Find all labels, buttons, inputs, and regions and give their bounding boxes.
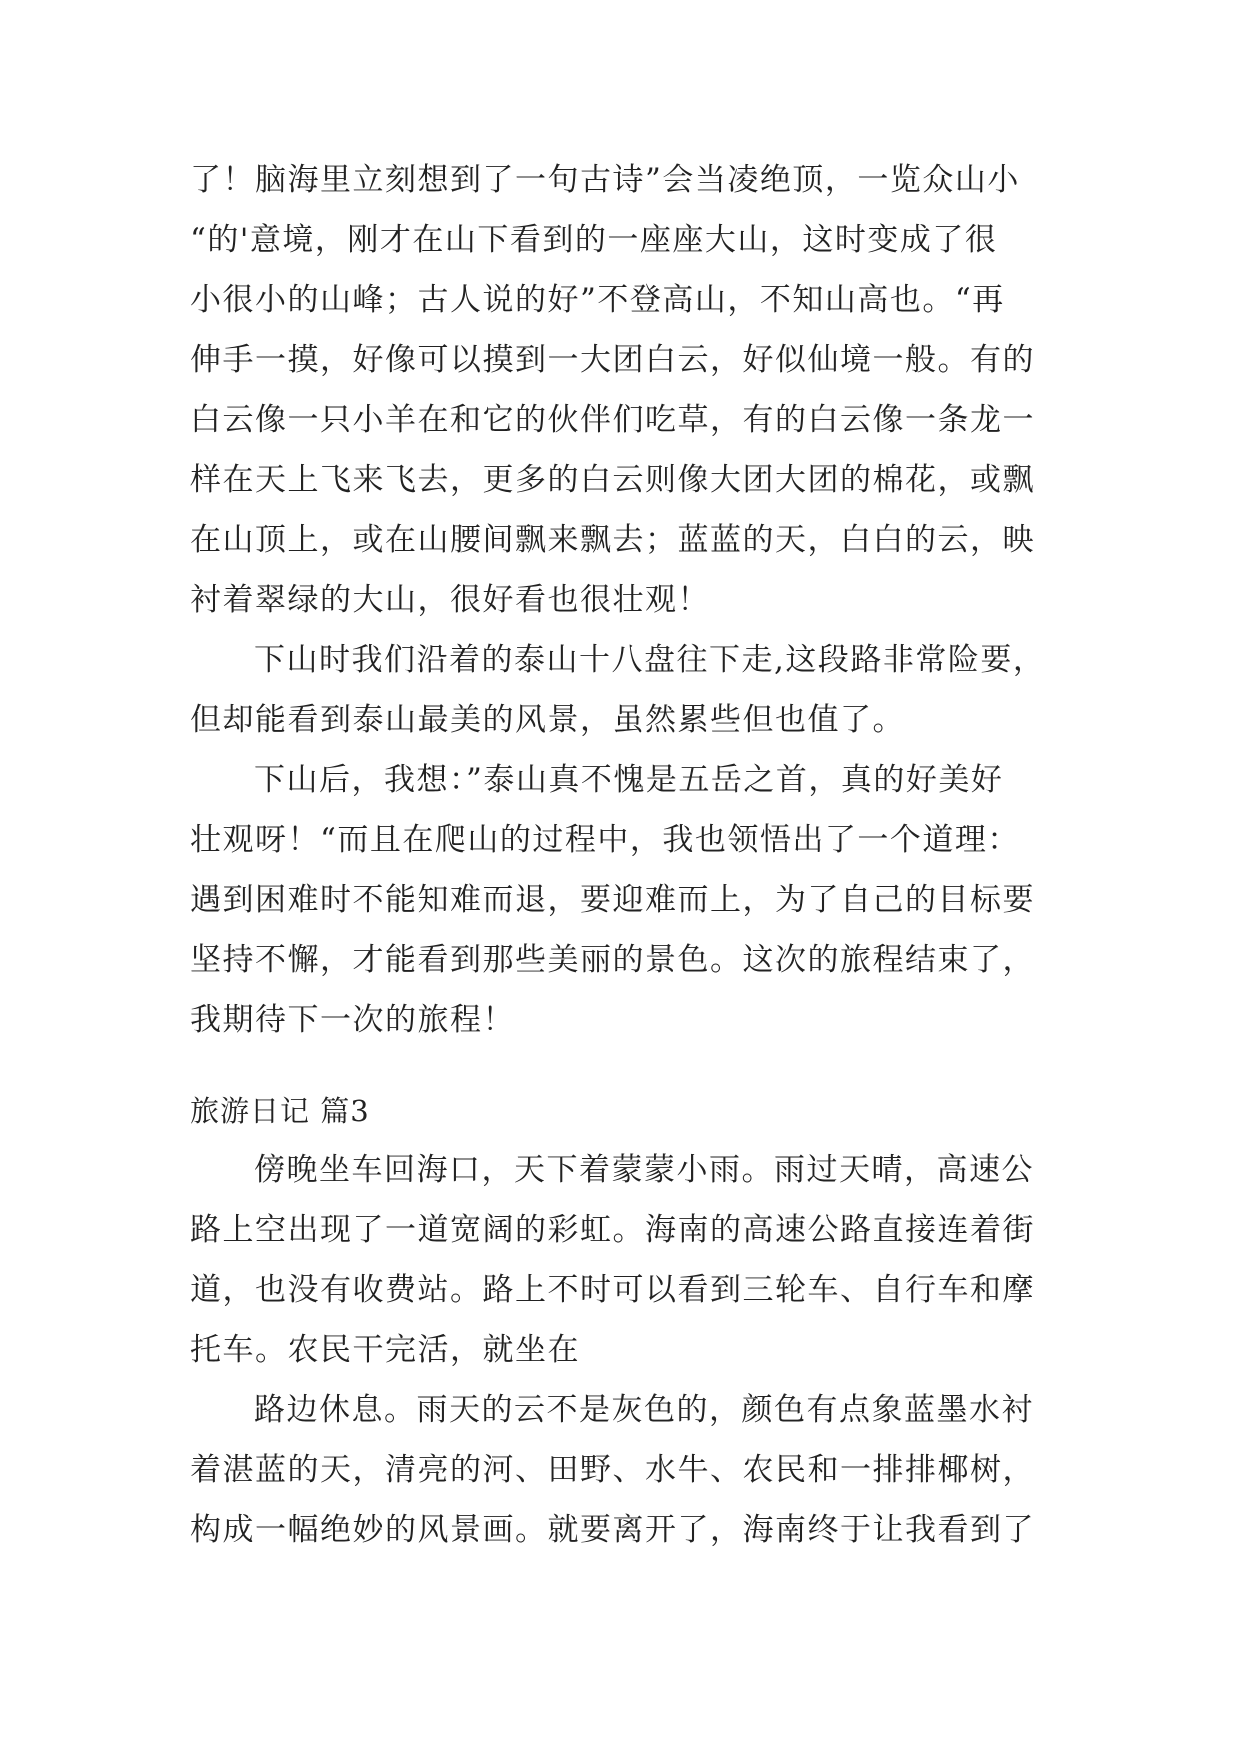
section-1-body [190, 150, 1060, 1050]
section-2-body [190, 1140, 1060, 1560]
text-line: 道，也没有收费站。路上不时可以看到三轮车、自行车和摩 [190, 1272, 1035, 1308]
text-line: 坚持不懈，才能看到那些美丽的景色。这次的旅程结束了， [190, 942, 1035, 978]
text-line: 我期待下一次的旅程！ [190, 1002, 515, 1038]
paragraph-start-line: 下山时我们沿着的泰山十八盘往下走,这段路非常险要， [254, 642, 1046, 678]
paragraph-start-line: 路边休息。雨天的云不是灰色的，颜色有点象蓝墨水衬 [254, 1392, 1034, 1428]
text-line: 小很小的山峰；古人说的好”不登高山，不知山高也。“再 [190, 282, 1005, 318]
text-line: “的'意境，刚才在山下看到的一座座大山，这时变成了很 [190, 222, 998, 258]
text-line: 在山顶上，或在山腰间飘来飘去；蓝蓝的天，白白的云，映 [190, 522, 1035, 558]
text-line: 遇到困难时不能知难而退，要迎难而上，为了自己的目标要 [190, 882, 1035, 918]
text-line: 样在天上飞来飞去，更多的白云则像大团大团的棉花，或飘 [190, 462, 1035, 498]
text-line: 壮观呀！“而且在爬山的过程中，我也领悟出了一个道理： [190, 822, 1020, 858]
text-line: 着湛蓝的天，清亮的河、田野、水牛、农民和一排排椰树， [190, 1452, 1035, 1488]
text-line: 衬着翠绿的大山，很好看也很壮观！ [190, 582, 710, 618]
section-heading: 旅游日记 篇3 [190, 1094, 370, 1128]
text-line: 路上空出现了一道宽阔的彩虹。海南的高速公路直接连着街 [190, 1212, 1035, 1248]
text-line: 托车。农民干完活，就坐在 [190, 1332, 580, 1368]
text-line: 构成一幅绝妙的风景画。就要离开了，海南终于让我看到了 [190, 1512, 1035, 1548]
text-line: 但却能看到泰山最美的风景，虽然累些但也值了。 [190, 702, 905, 738]
paragraph-start-line: 傍晚坐车回海口，天下着蒙蒙小雨。雨过天晴，高速公 [254, 1152, 1034, 1188]
text-line: 了！脑海里立刻想到了一句古诗”会当凌绝顶，一览众山小 [190, 162, 1020, 198]
text-line: 白云像一只小羊在和它的伙伴们吃草，有的白云像一条龙一 [190, 402, 1035, 438]
text-line: 伸手一摸，好像可以摸到一大团白云，好似仙境一般。有的 [190, 342, 1035, 378]
paragraph-start-line: 下山后，我想：”泰山真不愧是五岳之首，真的好美好 [254, 762, 1004, 798]
